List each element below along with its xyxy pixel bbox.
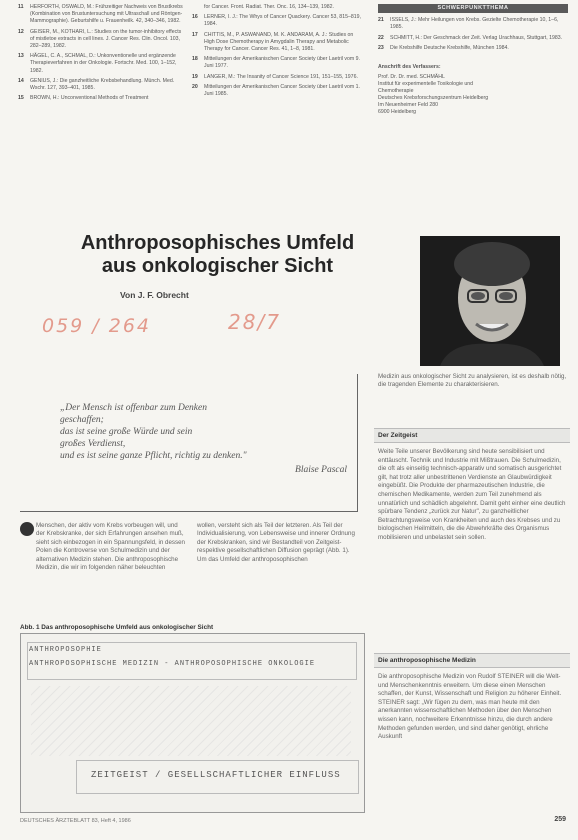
reference-item	[192, 14, 364, 28]
reference-text: GEISER, M., KOTHARI, L.: Studies on the tumor-inhibitory effects of mistletoe extracts in cell lines. J. Cancer Res. Clin. Oncol. 103, 282–289, 1982.	[30, 28, 182, 50]
portrait-image	[420, 236, 560, 366]
footer-journal: DEUTSCHES ÄRZTEBLATT 83, Heft 4, 1986	[20, 818, 131, 824]
author-heading: Anschrift des Verfassers:	[378, 64, 441, 71]
reference-text: Mitteilungen der Amerikanischen Cancer Society über Laetril vom 9. Juni 1977.	[204, 56, 360, 70]
figure-label-medicine: ANTHROPOSOPHISCHE MEDIZIN - ANTHROPOSOPHISCHE ONKOLOGIE	[29, 660, 316, 668]
reference-item	[192, 4, 364, 11]
title-line-1: Anthroposophisches Umfeld	[80, 232, 355, 254]
author-photo	[420, 236, 560, 366]
reference-item	[378, 45, 568, 52]
subheading-zeitgeist: Der Zeitgeist	[374, 428, 570, 443]
article-title	[20, 232, 415, 278]
section-header: SCHWERPUNKTTHEMA	[378, 4, 568, 13]
figure-hatch-area	[31, 686, 351, 756]
reference-number: 20	[192, 83, 198, 90]
figure-caption: Abb. 1 Das anthroposophische Umfeld aus onkologischer Sicht	[20, 624, 214, 631]
byline: Von J. F. Obrecht	[120, 290, 189, 300]
reference-number: 12	[18, 28, 24, 35]
quote-box	[20, 374, 358, 512]
reference-number: 22	[378, 34, 384, 41]
handwritten-note-right: 28/7	[228, 310, 281, 334]
reference-text: LANGER, M.: The Insanity of Cancer Science 191, 151–155, 1976.	[204, 73, 358, 80]
author-line: Chemotherapie	[378, 88, 414, 95]
reference-text: BROWN, H.: Unconventional Methods of Treatment	[30, 95, 149, 102]
reference-number: 16	[192, 14, 198, 21]
reference-text: HÄGEL, C. A., SCHMAL, D.: Unkonventionelle und ergänzende Therapieverfahren in der Onkologie. Fortschr. Med. 100, 1–152, 1982.	[30, 53, 177, 74]
figure-label-zeitgeist: ZEITGEIST / GESELLSCHAFTLICHER EINFLUSS	[91, 770, 341, 780]
author-line: 6900 Heidelberg	[378, 109, 417, 116]
reference-number: 15	[18, 95, 24, 102]
author-line: Institut für experimentelle Toxikologie und	[378, 81, 474, 88]
references-column-2	[192, 4, 364, 101]
reference-number	[192, 4, 204, 11]
author-line: Prof. Dr. Dr. med. SCHMÄHL	[378, 74, 445, 81]
quote-line: geschaffen;	[60, 415, 104, 425]
figure-label-anthroposophy: ANTHROPOSOPHIE	[29, 646, 102, 654]
author-line: Im Neuenheimer Feld 280	[378, 102, 438, 109]
body-column-2: wollen, versteht sich als Teil der letzteren. Als Teil der Individualisierung, von Lebensweise und innerer Ordnung der Krebskranken, sind wir Bestandteil von Zeitgeist-respektive gesellschaftlichen Diffusion geprägt (Abb. 1). Um das Umfeld der anthroposophischen	[197, 522, 355, 563]
subheading-anthroposophic-medicine: Die anthroposophische Medizin	[374, 653, 570, 668]
dropcap-marker	[20, 522, 34, 536]
reference-item	[18, 53, 183, 75]
reference-text: CHITTIS, M., P. ASWANAND, M. K. ANDARAM, A. J.: Studies on High Dose Chemotherapy in Amygdalin Therapy and Metabolic Therapy for Cancer. Cancer Res. 41, 1–8, 1981.	[204, 31, 354, 53]
reference-item	[192, 74, 364, 81]
reference-text: SCHMITT, H.: Der Geschmack der Zeit. Verlag Urachhaus, Stuttgart, 1983.	[390, 34, 563, 41]
quote-line: das ist seine große Würde und sein	[60, 427, 193, 437]
page-number: 259	[554, 816, 566, 823]
paragraph-anthroposophic-medicine: Die anthroposophische Medizin von Rudolf STEINER will die Welt- und Menschenkenntnis erweitern. Um diese einen Menschen schaffen, der Kunst, Wissenschaft und Religion zu höherer Einheit. STEINER sagt: „Wir fügen zu dem, was man heute mit den anerkannten wissenschaftlichen Methoden über den Menschen wissen kann, nochweitere Erkenntnisse hinzu, die durch andere Methoden gefunden werden, und sind daher genötigt, ehrliche Auskunft	[378, 673, 562, 741]
references-column-3	[378, 4, 568, 116]
reference-text: for Cancer. Front. Radiat. Ther. Onc. 16, 134–139, 1982.	[204, 4, 334, 10]
reference-text: Die Krebshilfe Deutsche Krebshilfe, München 1984.	[390, 44, 509, 51]
quote-line: großes Verdienst,	[60, 439, 126, 449]
references-column-1	[18, 4, 183, 105]
reference-item	[18, 78, 183, 92]
reference-text: GENIUS, J.: Die ganzheitliche Krebsbehandlung. Münch. Med. Wschr. 127, 393–401, 1985.	[30, 77, 175, 92]
reference-item	[18, 95, 183, 102]
reference-number: 19	[192, 73, 198, 80]
reference-item	[18, 4, 183, 26]
author-line: Deutsches Krebsforschungszentrum Heidelberg	[378, 95, 489, 102]
quote-line: und es ist seine ganze Pflicht, richtig zu denken."	[60, 451, 247, 461]
handwritten-note-left: 059 / 264	[42, 315, 152, 337]
paragraph-zeitgeist: Weite Teile unserer Bevölkerung sind heute sensibilisiert und enttäuscht. Technik und Industrie mit Mißtrauen. Die Schulmedizin, die oft als einseitig technisch-apparativ und somatisch ausgerichtet gilt, hat trotz aller unbestrittenen Verdienste an Glaubwürdigkeit eingebüßt. Die Produkte der pharmazeutischen Industrie, die chemischen Medikamente, werden zum Teil zunehmend als unnatürlich und schädlich abgelehnt. Damit geht einher eine deutlich spürbare Tendenz „zurück zur Natur", zu ganzheitlicher Betrachtungsweise von Krankheiten und auch des Krebses und zu biologischen Heilmitteln, die die Abwehrkräfte des Organismus mobilisieren und unbelastet sein sollen.	[378, 448, 566, 541]
intro-paragraph: Medizin aus onkologischer Sicht zu analysieren, ist es deshalb nötig, die tragenden Elemente zu charakterisieren.	[378, 373, 567, 388]
reference-item	[378, 17, 568, 31]
reference-number: 21	[378, 17, 384, 24]
reference-number: 17	[192, 31, 198, 38]
reference-number: 14	[18, 77, 24, 84]
quote-author: Blaise Pascal	[295, 465, 347, 475]
reference-item	[192, 56, 364, 70]
reference-number: 18	[192, 56, 198, 63]
reference-number: 23	[378, 44, 384, 51]
reference-text: HERFORTH, OSWALD, M.: Frühzeitiger Nachweis von Brustkrebs (Kombination von Brustuntersuchung mit Ultraschall und Röntgen-Mammographie). Geburtshilfe u. Frauenheilk. 42, 340–346, 1982.	[30, 4, 183, 25]
reference-text: Mitteilungen der Amerikanischen Cancer Society über Laetril vom 1. Juni 1985.	[204, 83, 360, 98]
references-list-3	[378, 17, 568, 52]
reference-item	[192, 32, 364, 54]
reference-item	[378, 35, 568, 42]
reference-text: LERNER, I. J.: The Whys of Cancer Quackery. Cancer 53, 815–819, 1984.	[204, 14, 361, 28]
reference-text: ISSELS, J.: Mehr Heilungen von Krebs. Gezielte Chemotherapie 10, 1–6, 1985.	[390, 17, 559, 31]
reference-number: 11	[18, 4, 24, 10]
author-address	[378, 64, 568, 116]
reference-number: 13	[18, 53, 24, 60]
reference-item	[18, 29, 183, 51]
quote-line: „Der Mensch ist offenbar zum Denken	[60, 403, 207, 413]
figure-diagram	[20, 633, 365, 813]
body-column-1: Menschen, der aktiv vom Krebs vorbeugen will, und der Krebskranke, der sich Erfahrungen ansehen muß, sieht sich einbezogen in ein Spannungsfeld, in dessen Polen die Kontroverse von Schulmedizin und der alternativen Medizin stehen. Die anthroposophische Medizin, die wir im folgenden näher beleuchten	[36, 522, 185, 572]
title-line-2: aus onkologischer Sicht	[101, 255, 334, 277]
reference-item	[192, 84, 364, 98]
